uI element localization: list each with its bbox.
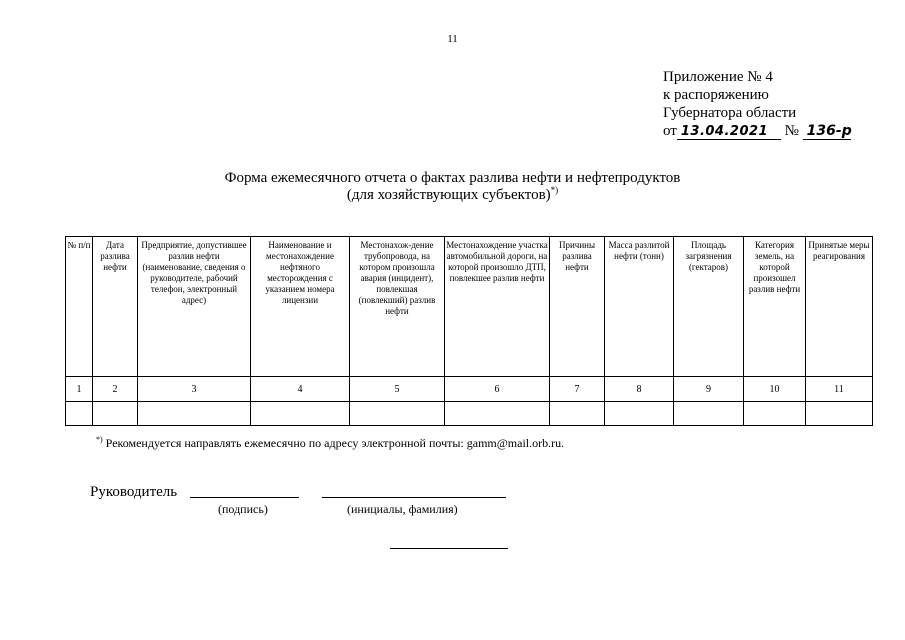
form-title-subtitle: (для хозяйствующих субъектов) [346, 187, 551, 203]
handwritten-date: 13.04.2021 [677, 124, 781, 140]
header-cell: Местонахождение участка автомобильной дороги, на которой произошло ДТП, повлекшее разлив нефти [445, 237, 550, 377]
appendix-title: Приложение № 4 [663, 69, 773, 85]
empty-cell[interactable] [350, 402, 445, 426]
empty-cell[interactable] [138, 402, 251, 426]
empty-data-row [66, 402, 873, 426]
header-cell: Предприятие, допустившее разлив нефти (наименование, сведения о руководителе, рабочий телефон, электронный адрес) [138, 237, 251, 377]
signature-line[interactable] [190, 497, 299, 498]
empty-cell[interactable] [445, 402, 550, 426]
footnote [96, 436, 564, 451]
footnote-text: Рекомендуется направлять ежемесячно по адресу электронной почты: gamm@mail.orb.ru. [105, 436, 565, 450]
header-cell: Причины разлива нефти [550, 237, 605, 377]
column-number-row [66, 377, 873, 402]
head-label: Руководитель [90, 484, 178, 500]
footnote-marker: *) [550, 185, 559, 195]
empty-cell[interactable] [66, 402, 93, 426]
empty-cell[interactable] [550, 402, 605, 426]
empty-cell[interactable] [674, 402, 744, 426]
date-prefix: от [663, 123, 677, 139]
handwritten-number: 136-р [803, 124, 851, 140]
empty-cell[interactable] [744, 402, 806, 426]
name-line[interactable] [322, 497, 506, 498]
column-number: 4 [251, 377, 350, 402]
header-cell: Дата разлива нефти [93, 237, 138, 377]
header-cell: Наименование и местонахождение нефтяного месторождения с указанием номера лицензии [251, 237, 350, 377]
column-number: 5 [350, 377, 445, 402]
bottom-separator-line [390, 548, 508, 549]
empty-cell[interactable] [251, 402, 350, 426]
header-cell: Местонахож-дение трубопровода, на котором произошла авария (инцидент), повлекшая (повлекший) разлив нефти [350, 237, 445, 377]
header-cell: № п/п [66, 237, 93, 377]
report-table [65, 236, 873, 426]
empty-cell[interactable] [93, 402, 138, 426]
column-number: 3 [138, 377, 251, 402]
header-cell: Площадь загрязнения (гектаров) [674, 237, 744, 377]
appendix-date-line [663, 122, 851, 140]
number-prefix: № [784, 123, 799, 139]
column-number: 1 [66, 377, 93, 402]
form-title-line1: Форма ежемесячного отчета о фактах разлива нефти и нефтепродуктов [224, 170, 681, 186]
column-number: 6 [445, 377, 550, 402]
appendix-order-ref: к распоряжению [663, 87, 769, 103]
appendix-block [663, 68, 851, 140]
table-header-row [66, 237, 873, 377]
empty-cell[interactable] [605, 402, 674, 426]
form-title [0, 170, 905, 204]
footnote-marker: *) [96, 435, 103, 444]
column-number: 7 [550, 377, 605, 402]
page-number: 11 [447, 33, 458, 45]
header-cell: Принятые меры реагирования [806, 237, 873, 377]
form-title-line2 [0, 187, 905, 204]
header-cell: Категория земель, на которой произошел разлив нефти [744, 237, 806, 377]
column-number: 2 [93, 377, 138, 402]
column-number: 9 [674, 377, 744, 402]
column-number: 11 [806, 377, 873, 402]
name-caption: (инициалы, фамилия) [347, 502, 458, 516]
column-number: 10 [744, 377, 806, 402]
empty-cell[interactable] [806, 402, 873, 426]
appendix-governor: Губернатора области [663, 105, 797, 121]
signature-caption: (подпись) [218, 502, 268, 516]
column-number: 8 [605, 377, 674, 402]
header-cell: Масса разлитой нефти (тонн) [605, 237, 674, 377]
